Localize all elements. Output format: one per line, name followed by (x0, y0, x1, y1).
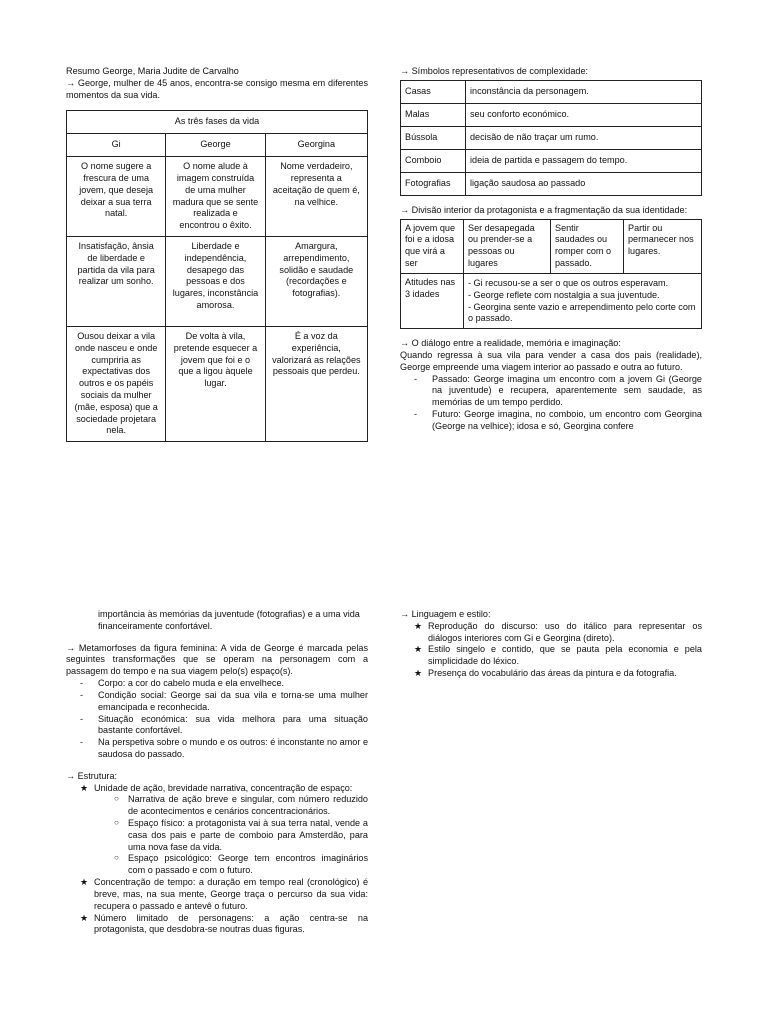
intro-text: → George, mulher de 45 anos, encontra-se consigo mesma em diferentes momentos da sua vida. (66, 77, 368, 100)
phases-header-georgina: Georgina (265, 134, 367, 157)
table-cell: Insatisfação, ânsia de liberdade e partida da vila para realizar um sonho. (67, 236, 166, 326)
list-item: - Passado: George imagina um encontro com a jovem Gi (George na juventude) e recupera, aparentemente sem saudade, as memórias de um tempo perdido. (400, 374, 702, 409)
list-item: - Corpo: a cor do cabelo muda e ela envelhece. (66, 678, 368, 690)
style-heading: → Linguagem e estilo: (400, 609, 491, 619)
table-cell: De volta à vila, pretende esquecer a jovem que foi e o que a ligou àquele lugar. (166, 326, 265, 441)
table-row (401, 103, 702, 126)
structure-sub-list (66, 794, 368, 877)
right-bottom-section (400, 609, 702, 680)
symbol-value: ligação saudosa ao passado (466, 172, 702, 195)
style-list (400, 621, 702, 680)
list-item: ○ Espaço físico: a protagonista vai à sua terra natal, vende a casa dos pais e parte de comboio para Amsterdão, para uma nova fase da vida. (66, 818, 368, 853)
list-item: ★ Reprodução do discurso: uso do itálico para representar os diálogos interiores com Gi e Georgina (direto). (400, 621, 702, 645)
list-item: ★ Presença do vocabulário das áreas da pintura e da fotografia. (400, 668, 702, 680)
symbol-key: Bússola (401, 126, 466, 149)
dialog-heading: → O diálogo entre a realidade, memória e imaginação: (400, 338, 621, 349)
list-item: ★ Estilo singelo e contido, que se pauta pela economia e pela simplicidade do léxico. (400, 644, 702, 668)
continuation-text: importância às memórias da juventude (fotografias) e a uma vida financeiramente confortável. (98, 609, 360, 631)
list-item: ○ Espaço psicológico: George tem encontros imaginários com o passado e com o futuro. (66, 853, 368, 877)
list-item: - Na perspetiva sobre o mundo e os outros: é inconstante no amor e saudosa do passado. (66, 737, 368, 761)
table-row (401, 149, 702, 172)
list-item: ★ Concentração de tempo: a duração em tempo real (cronológico) é breve, mas, na sua mente, George traça o percurso da sua vida: recupera o passado e antevê o futuro. (66, 877, 368, 912)
table-row (401, 126, 702, 149)
structure-item-text: Unidade de ação, brevidade narrativa, concentração de espaço: (94, 782, 353, 793)
structure-list (66, 783, 368, 795)
table-row (67, 326, 368, 441)
attitude-line: - Gi recusou-se a ser o que os outros esperavam. (468, 277, 669, 288)
list-item: - Futuro: George imagina, no comboio, um encontro com Georgina (George na velhice); idosa e só, Georgina confere (400, 409, 702, 433)
table-cell: Amargura, arrependimento, solidão e saudade (recordações e fotografias). (265, 236, 367, 326)
list-item: ★ Número limitado de personagens: a ação centra-se na protagonista, que desdobra-se noutras duas figuras. (66, 913, 368, 937)
symbol-key: Fotografias (401, 172, 466, 195)
division-heading: → Divisão interior da protagonista e a fragmentação da sua identidade: (400, 204, 688, 215)
phases-table (66, 110, 368, 442)
table-cell: Liberdade e independência, desapego das pessoas e dos lugares, inconstância amorosa. (166, 236, 265, 326)
metamorphoses-heading: → Metamorfoses da figura feminina: A vida de George é marcada pelas seguintes transformações que se operam na personagem com a passagem do tempo e na sua viagem pelo(s) espaço(s). (66, 642, 368, 677)
table-cell: O nome sugere a frescura de uma jovem, que deseja deixar a sua terra natal. (67, 157, 166, 237)
phases-table-caption: As três fases da vida (67, 111, 368, 134)
structure-list-cont (66, 877, 368, 936)
symbol-value: inconstância da personagem. (466, 80, 702, 103)
left-bottom-section (66, 609, 368, 936)
symbol-key: Casas (401, 80, 466, 103)
phases-header-george: George (166, 134, 265, 157)
table-row (401, 80, 702, 103)
table-cell: Sentir saudades ou romper com o passado. (551, 219, 624, 273)
attitudes-cell (464, 273, 702, 328)
list-item: ○ Narrativa de ação breve e singular, com número reduzido de acontecimentos e cenários concentracionários. (66, 794, 368, 818)
table-row (67, 157, 368, 237)
dialog-text: Quando regressa à sua vila para vender a casa dos pais (realidade), George empreende uma viagem interior ao passado e outra ao futuro. (400, 349, 702, 372)
table-cell: É a voz da experiência, valorizará as relações pessoais que perdeu. (265, 326, 367, 441)
symbols-heading: → Símbolos representativos de complexidade: (400, 66, 589, 76)
symbols-table (400, 80, 702, 196)
dialog-list (400, 374, 702, 433)
table-row (401, 172, 702, 195)
table-cell: Ser desapegada ou prender-se a pessoas ou lugares (464, 219, 551, 273)
table-cell: Atitudes nas 3 idades (401, 273, 464, 328)
table-row (401, 273, 702, 328)
table-row (401, 219, 702, 273)
table-cell: Ousou deixar a vila onde nasceu e onde cumpriria as expectativas dos outros e os papéis sociais da mulher (mãe, esposa) que a sociedade projetara nela. (67, 326, 166, 441)
list-item: - Condição social: George sai da sua vila e torna-se uma mulher emancipada e reconhecida. (66, 690, 368, 714)
table-cell: Partir ou permanecer nos lugares. (624, 219, 702, 273)
doc-title: Resumo George, Maria Judite de Carvalho (66, 66, 239, 76)
table-row (67, 236, 368, 326)
phases-header-gi: Gi (67, 134, 166, 157)
symbol-value: ideia de partida e passagem do tempo. (466, 149, 702, 172)
table-cell: Nome verdadeiro, representa a aceitação de quem é, na velhice. (265, 157, 367, 237)
symbol-value: seu conforto económico. (466, 103, 702, 126)
table-cell: A jovem que foi e a idosa que virá a ser (401, 219, 464, 273)
left-top-section (66, 66, 368, 442)
structure-heading: → Estrutura: (66, 770, 118, 781)
table-cell: O nome alude à imagem construída de uma mulher madura que se sente realizada e encontrou o êxito. (166, 157, 265, 237)
symbol-key: Comboio (401, 149, 466, 172)
right-top-section (400, 66, 702, 433)
symbol-key: Malas (401, 103, 466, 126)
symbol-value: decisão de não traçar um rumo. (466, 126, 702, 149)
division-table (400, 219, 702, 330)
attitude-line: - George reflete com nostalgia a sua juventude. (468, 289, 660, 300)
attitude-line: - Georgina sente vazio e arrependimento pelo corte com o passado. (468, 301, 696, 324)
list-item: - Situação económica: sua vida melhora para uma situação bastante confortável. (66, 714, 368, 738)
metamorphoses-list (66, 678, 368, 761)
list-item (66, 783, 368, 795)
